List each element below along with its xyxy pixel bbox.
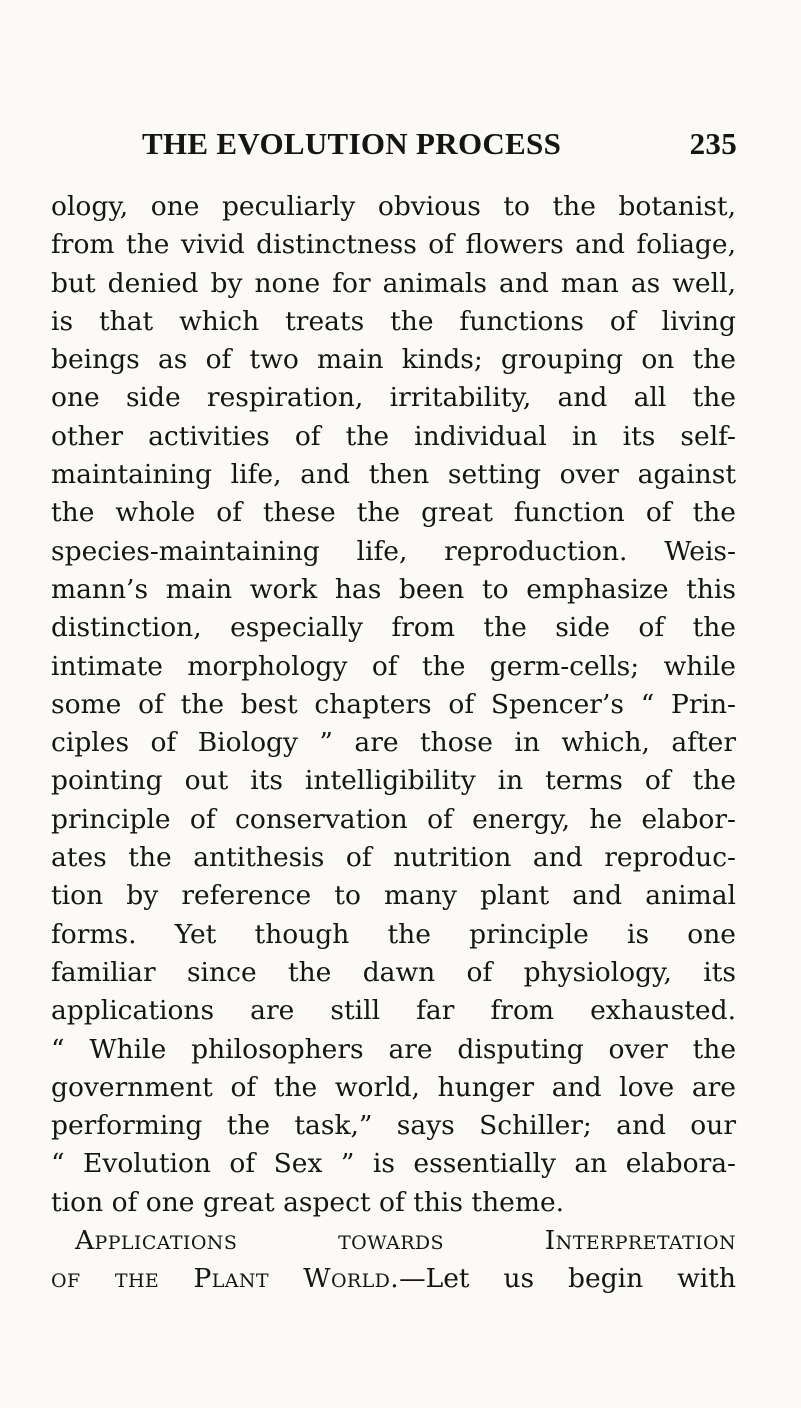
text-line: one side respiration, irritability, and all the — [51, 382, 736, 414]
text-line: some of the best chapters of Spencer’s “ Prin- — [51, 688, 736, 720]
text-line: is that which treats the functions of living — [51, 305, 736, 337]
text-line: maintaining life, and then setting over against — [51, 459, 736, 491]
text-line: forms. Yet though the principle is one — [51, 918, 736, 950]
text-line: the whole of these the great function of the — [51, 497, 736, 529]
section-heading — [51, 1222, 736, 1260]
text-line: intimate morphology of the germ-cells; while — [51, 650, 736, 682]
text-line: tion of one great aspect of this theme. — [51, 1186, 565, 1218]
section-continuation-text: —Let us begin with — [399, 1263, 736, 1295]
text-line: pointing out its intelligibility in terms of the — [51, 765, 736, 797]
text-line: ates the antithesis of nutrition and reproduc- — [51, 842, 736, 874]
page-number: 235 — [689, 126, 737, 161]
text-line: “ Evolution of Sex ” is essentially an elabora- — [51, 1148, 736, 1180]
text-line: familiar since the dawn of physiology, its — [51, 956, 736, 988]
text-line: “ While philosophers are disputing over the — [51, 1033, 736, 1065]
text-line: mann’s main work has been to emphasize this — [51, 573, 736, 605]
text-line: other activities of the individual in its self- — [51, 420, 736, 452]
text-line: performing the task,” says Schiller; and our — [51, 1110, 736, 1142]
text-line: government of the world, hunger and love are — [51, 1071, 736, 1103]
running-head-title: THE EVOLUTION PROCESS — [142, 126, 562, 161]
section-heading-continued — [51, 1260, 736, 1298]
text-line: applications are still far from exhausted. — [51, 995, 736, 1027]
text-line: from the vivid distinctness of flowers and foliage, — [51, 229, 736, 261]
body-text — [51, 188, 736, 1299]
text-line: tion by reference to many plant and animal — [51, 880, 736, 912]
text-line: species-maintaining life, reproduction. Weis- — [51, 535, 736, 567]
section-heading-text: Applications towards Interpretation — [75, 1225, 736, 1257]
running-head — [142, 126, 737, 166]
text-line: ciples of Biology ” are those in which, after — [51, 727, 736, 759]
section-heading-text: of the Plant World. — [51, 1263, 400, 1295]
text-line: distinction, especially from the side of the — [51, 612, 736, 644]
text-line: but denied by none for animals and man as well, — [51, 267, 736, 299]
text-line: beings as of two main kinds; grouping on the — [51, 344, 736, 376]
text-line: principle of conservation of energy, he elabor- — [51, 803, 736, 835]
text-line: ology, one peculiarly obvious to the botanist, — [51, 191, 736, 222]
